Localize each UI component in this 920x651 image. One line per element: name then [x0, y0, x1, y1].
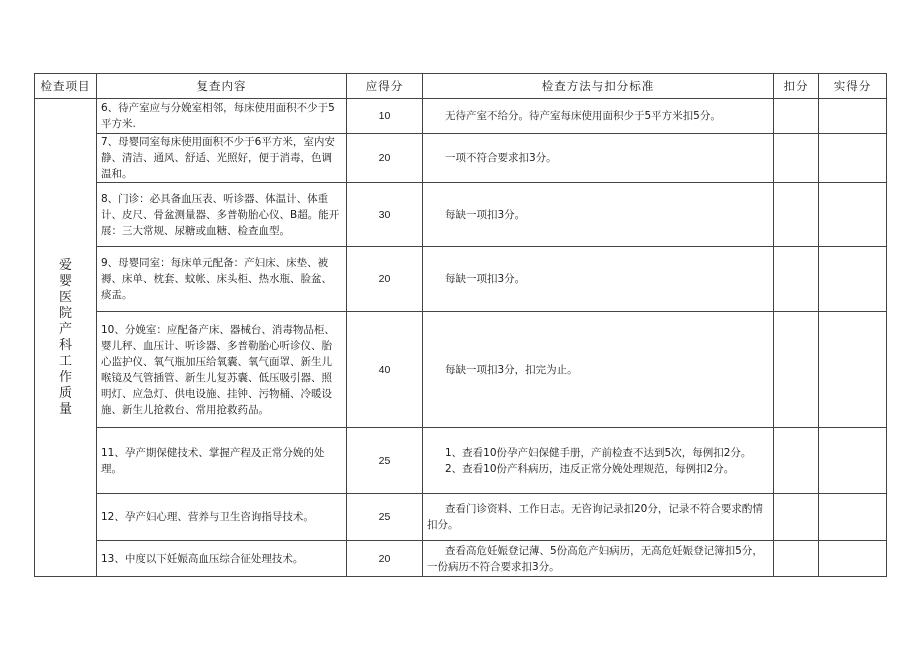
header-method: 检查方法与扣分标准	[423, 74, 774, 99]
header-category: 检查项目	[35, 74, 97, 99]
content-cell: 9、母婴同室：每床单元配备：产妇床、床垫、被褥、床单、枕套、蚊帐、床头柜、热水瓶、脸盆、痰盂。	[97, 247, 347, 312]
score-cell: 20	[347, 247, 423, 312]
method-cell	[423, 312, 774, 428]
score-cell: 40	[347, 312, 423, 428]
score-cell: 20	[347, 134, 423, 183]
method-line: 每缺一项扣3分，扣完为止。	[445, 363, 578, 376]
content-cell: 6、待产室应与分娩室相邻，每床使用面积不少于5平方米.	[97, 99, 347, 134]
deduct-cell[interactable]	[774, 541, 819, 577]
table-row	[35, 247, 887, 312]
header-content: 复查内容	[97, 74, 347, 99]
method-line: 查看高危妊娠登记薄、5份高危产妇病历，无高危妊娠登记簿扣5分，一份病历不符合要求扣3分。	[427, 544, 763, 573]
method-cell	[423, 183, 774, 247]
deduct-cell[interactable]	[774, 312, 819, 428]
method-cell	[423, 494, 774, 541]
method-line: 每缺一项扣3分。	[445, 273, 526, 285]
table-row	[35, 183, 887, 247]
actual-cell[interactable]	[819, 541, 887, 577]
content-cell: 13、中度以下妊娠高血压综合征处理技术。	[97, 541, 347, 577]
deduct-cell[interactable]	[774, 247, 819, 312]
content-cell: 12、孕产妇心理、营养与卫生咨询指导技术。	[97, 494, 347, 541]
method-line: 无待产室不给分。待产室每床使用面积少于5平方米扣5分。	[445, 110, 721, 122]
method-line: 每缺一项扣3分。	[445, 208, 526, 221]
deduct-cell[interactable]	[774, 134, 819, 183]
method-cell	[423, 134, 774, 183]
content-cell: 7、母婴同室每床使用面积不少于6平方米，室内安静、清洁、通风、舒适、光照好，便于消毒，色调温和。	[97, 134, 347, 183]
table-row	[35, 541, 887, 577]
deduct-cell[interactable]	[774, 494, 819, 541]
score-cell: 25	[347, 428, 423, 494]
table-row	[35, 428, 887, 494]
actual-cell[interactable]	[819, 134, 887, 183]
header-row	[35, 74, 887, 99]
category-label: 爱婴医院产科工作质量	[58, 257, 72, 417]
method-cell	[423, 541, 774, 577]
method-line: 查看门诊资料、工作日志。无咨询记录扣20分，记录不符合要求酌情扣分。	[427, 503, 763, 531]
actual-cell[interactable]	[819, 99, 887, 134]
actual-cell[interactable]	[819, 183, 887, 247]
header-actual: 实得分	[819, 74, 887, 99]
actual-cell[interactable]	[819, 428, 887, 494]
score-cell: 20	[347, 541, 423, 577]
deduct-cell[interactable]	[774, 428, 819, 494]
table-row	[35, 494, 887, 541]
table-row	[35, 134, 887, 183]
inspection-table	[34, 73, 887, 577]
category-cell	[35, 99, 97, 577]
header-deduct: 扣分	[774, 74, 819, 99]
method-cell	[423, 99, 774, 134]
score-cell: 10	[347, 99, 423, 134]
deduct-cell[interactable]	[774, 99, 819, 134]
content-cell: 10、分娩室：应配备产床、器械台、消毒物品柜、婴儿秤、血压计、听诊器、多普勒胎心听诊仪、胎心监护仪、氧气瓶加压给氧囊、氧气面罩、新生儿喉镜及气管插管、新生儿复苏囊、低压吸引器、照明灯、应急灯、供电设施、挂钟、污物桶、冷暖设施、新生儿抢救台、常用抢救药品。	[97, 312, 347, 428]
actual-cell[interactable]	[819, 494, 887, 541]
method-cell	[423, 428, 774, 494]
content-cell: 11、孕产期保健技术、掌握产程及正常分娩的处理。	[97, 428, 347, 494]
method-line: 1、查看10份孕产妇保健手册，产前检查不达到5次，每例扣2分。	[445, 446, 752, 459]
deduct-cell[interactable]	[774, 183, 819, 247]
score-cell: 25	[347, 494, 423, 541]
table-row	[35, 312, 887, 428]
actual-cell[interactable]	[819, 312, 887, 428]
table-row	[35, 99, 887, 134]
content-cell: 8、门诊：必具备血压表、听诊器、体温计、体重计、皮尺、骨盆测量器、多普勒胎心仪、B超。能开展：三大常规、尿糖或血糖、检查血型。	[97, 183, 347, 247]
header-score: 应得分	[347, 74, 423, 99]
score-cell: 30	[347, 183, 423, 247]
method-cell	[423, 247, 774, 312]
actual-cell[interactable]	[819, 247, 887, 312]
method-line: 2、查看10份产科病历，违反正常分娩处理规范，每例扣2分。	[445, 462, 735, 475]
method-line: 一项不符合要求扣3分。	[445, 152, 557, 164]
